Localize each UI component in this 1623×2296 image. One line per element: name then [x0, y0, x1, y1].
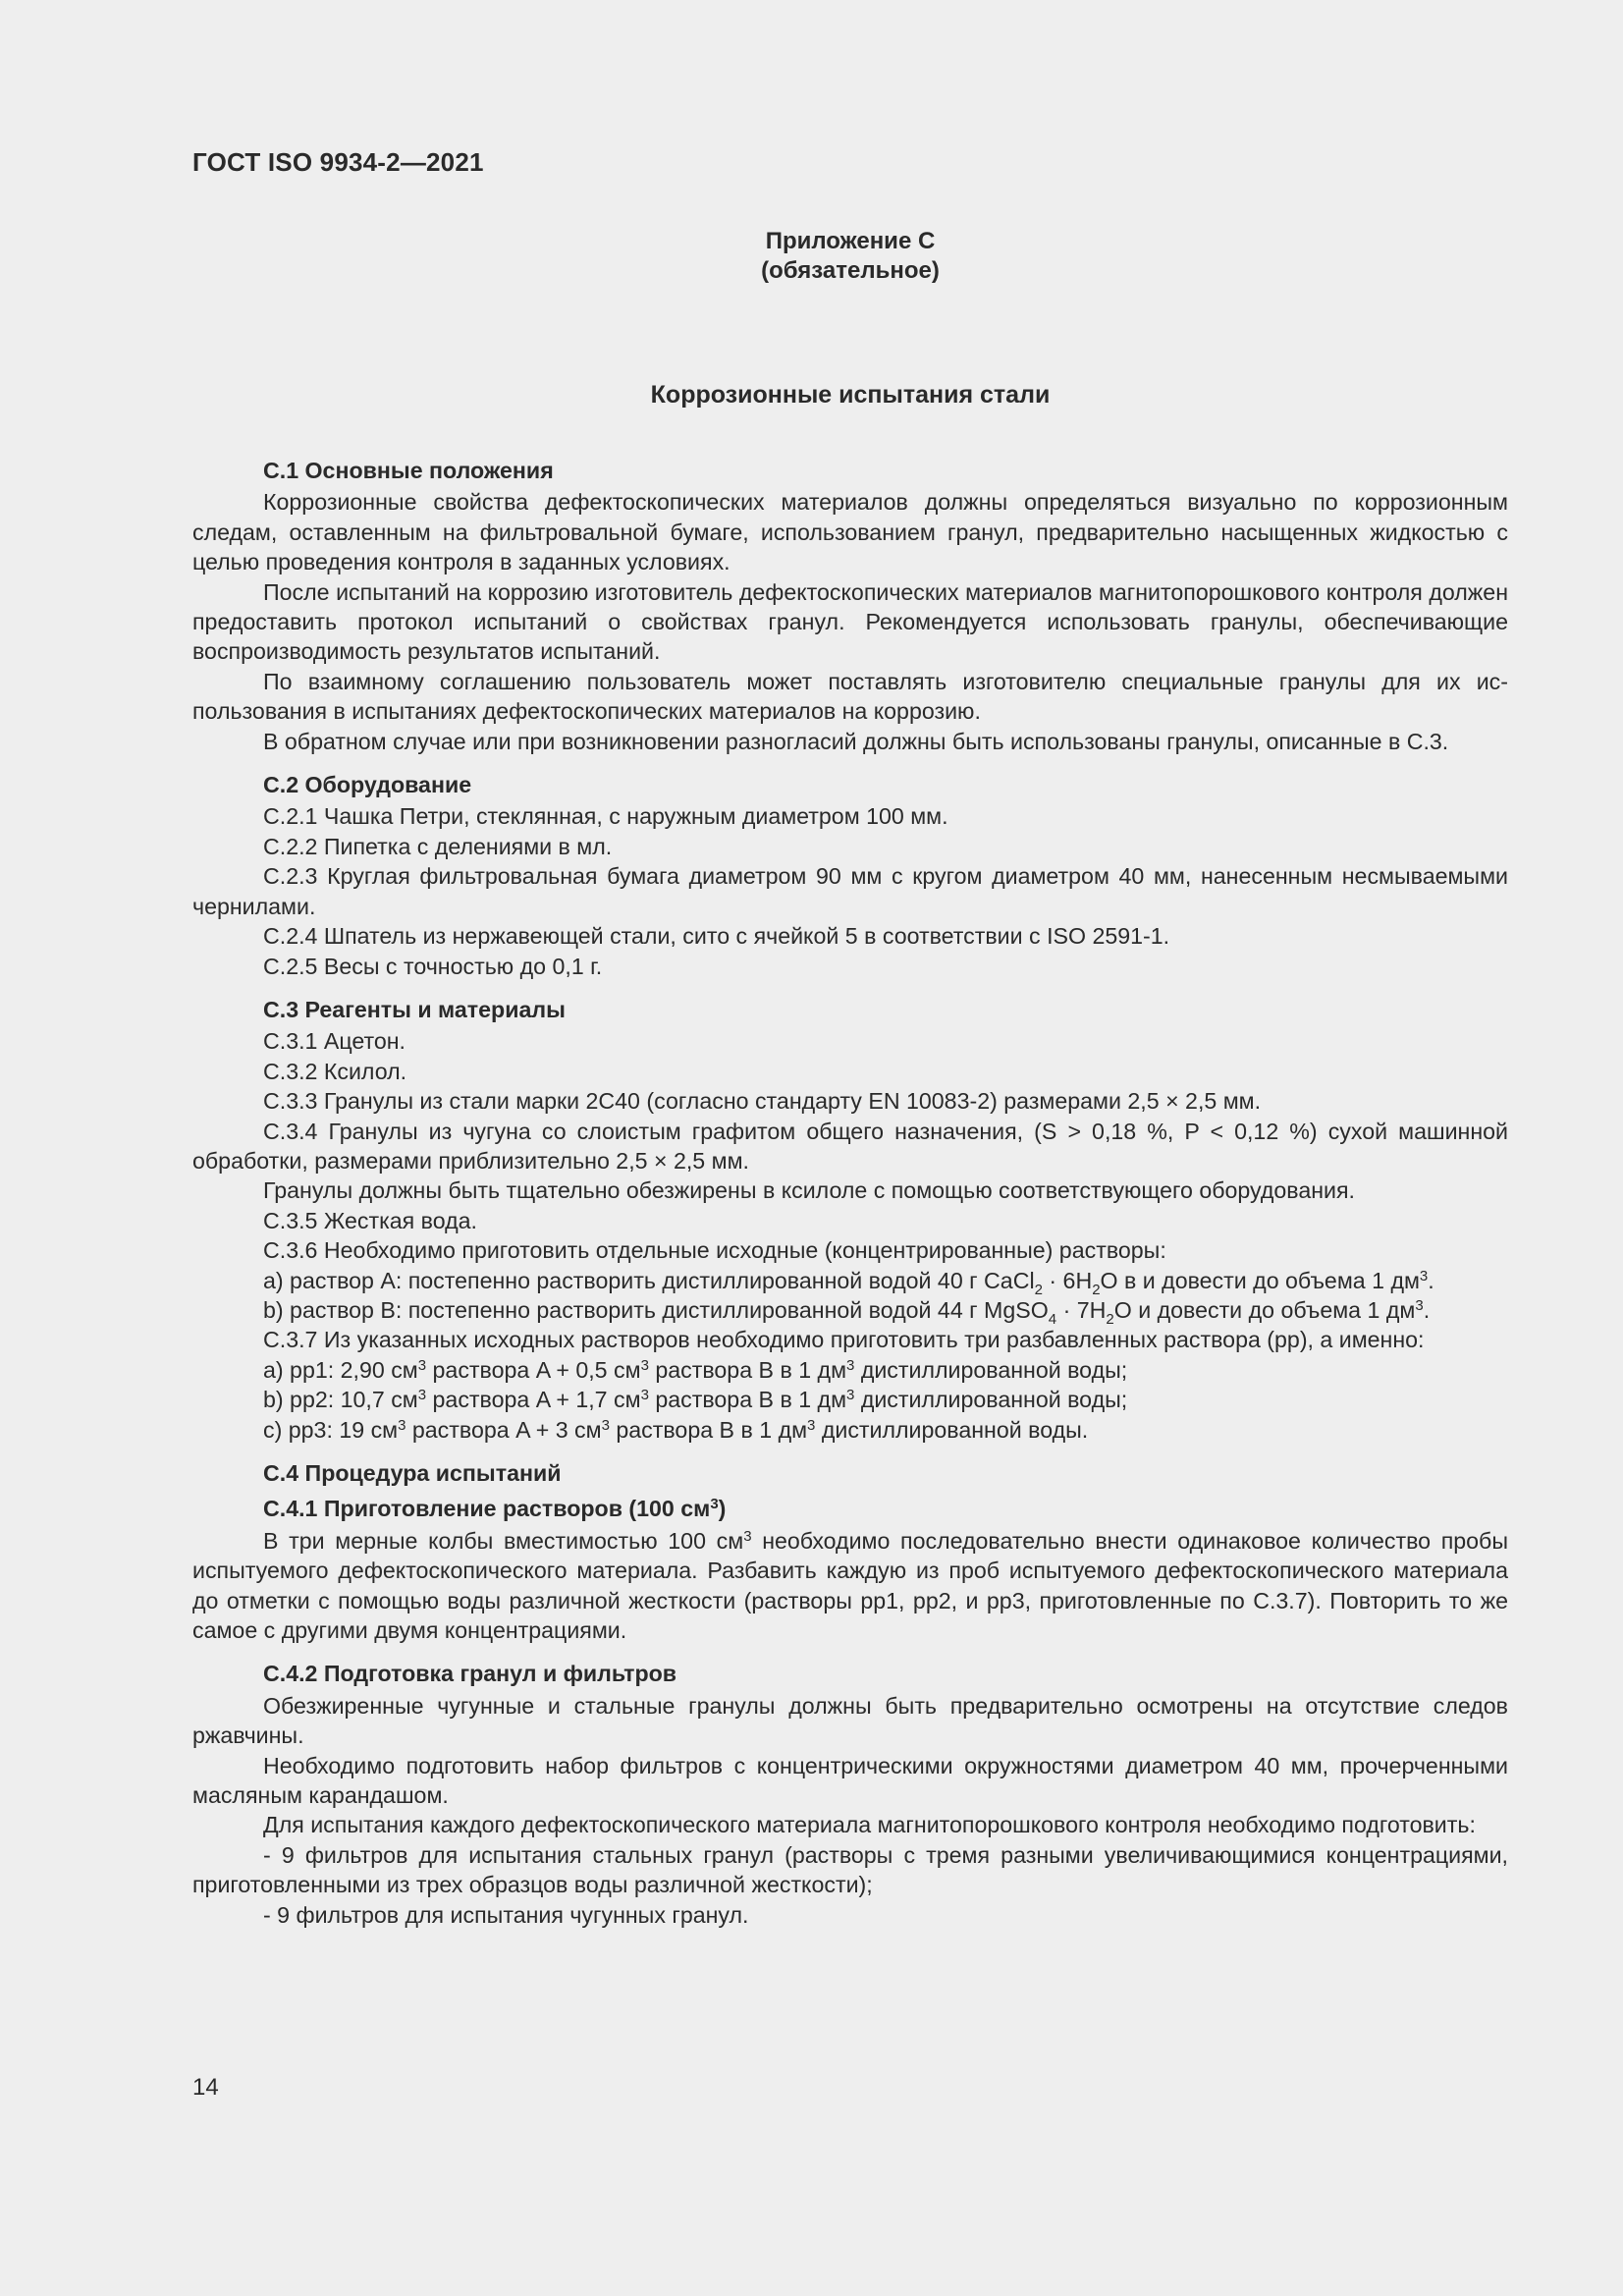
section-heading-c4: C.4 Процедура испытаний: [263, 1460, 562, 1486]
solution-b-item: b) раствор B: постепенно растворить дистиллированной водой 44 г MgSO$_4$ · $7H_2O$ и довести до объема 1 $дм^3$.: [263, 1296, 1431, 1328]
solution-a-item: a) раствор A: постепенно растворить дистиллированной водой 40 г CaCl$_2$ · $6H_2O$ в и довести до объема 1 $дм^3$.: [263, 1267, 1434, 1298]
document-page: [192, 0, 1508, 2296]
paragraph: Обезжиренные чугунные и стальные гранулы должны быть предварительно осмотрены на отсутствие следов ржавчины.: [192, 1692, 1508, 1749]
paragraph: Необходимо подготовить набор фильтров с концентрическими окружностями диаметром 40 мм, прочерченными масляным карандашом.: [192, 1752, 1508, 1809]
list-item: C.3.2 Ксилол.: [263, 1058, 407, 1084]
list-item: C.2.1 Чашка Петри, стеклянная, с наружным диаметром 100 мм.: [263, 803, 948, 830]
dilution-item: c) pp3: 19 $см^3$ раствора A + 3 $см^3$ раствора B в 1 $дм^3$ дистиллированной воды.: [263, 1416, 1089, 1443]
list-item: C.3.7 Из указанных исходных растворов необходимо приготовить три разбавленных раствора (pp), а именно:: [263, 1327, 1425, 1353]
list-item: C.3.5 Жесткая вода.: [263, 1207, 477, 1233]
section-heading-c1: C.1 Основные положения: [263, 458, 554, 483]
section-heading-c3: C.3 Реагенты и материалы: [263, 996, 566, 1022]
annex-title: Приложение C: [765, 228, 936, 254]
paragraph: В обратном случае или при возникновении разногласий должны быть использованы гранулы, описанные в C.3.: [263, 728, 1449, 754]
list-item: C.2.4 Шпатель из нержавеющей стали, сито с ячейкой 5 в соответствии с ISO 2591-1.: [263, 923, 1170, 950]
annex-status: (обязательное): [761, 257, 940, 284]
list-item: C.2.5 Весы с точностью до 0,1 г.: [263, 953, 603, 979]
list-item: C.2.2 Пипетка с делениями в мл.: [263, 833, 613, 859]
paragraph: После испытаний на коррозию изготовитель дефектоскопических материалов магнитопорошкового контроля должен предоставить протокол испытаний о свойствах гранул. Рекомендуется использовать гранулы, обеспечивающие воспроизводимость результатов испытаний.: [192, 578, 1508, 665]
list-item: C.3.3 Гранулы из стали марки 2C40 (согласно стандарту EN 10083-2) размерами 2,5 × 2,5 мм.: [263, 1088, 1262, 1115]
subsection-heading-c42: C.4.2 Подготовка гранул и фильтров: [263, 1661, 677, 1687]
document-body: [192, 456, 1508, 1930]
paragraph: В три мерные колбы вместимостью 100 $см^3$ необходимо последовательно внести одинаковое количество пробы испытуемого дефектоскопического материала. Разбавить каждую из проб испытуемого дефектоскопического материала до отметки с помощью воды различной жесткости (растворы pp1, pp2, и pp3, приготовленные по C.3.7). Повторить то же самое с другими двумя концентрациями.: [192, 1527, 1508, 1644]
main-title: Коррозионные испытания стали: [650, 381, 1051, 409]
paragraph: Для испытания каждого дефектоскопического материала магнитопорошкового контроля необходимо подготовить:: [263, 1812, 1476, 1838]
list-item: C.3.1 Ацетон.: [263, 1028, 406, 1055]
paragraph: Коррозионные свойства дефектоскопических материалов должны определяться визуально по коррозионным следам, оставленным на фильтровальной бумаге, использованием гранул, предварительно насыщенных жидкостью с целью проведения контроля в заданных условиях.: [192, 489, 1508, 575]
page-number: 14: [192, 2074, 219, 2101]
paragraph: Гранулы должны быть тщательно обезжирены в ксилоле с помощью соответствующего оборудования.: [263, 1177, 1355, 1204]
paragraph: По взаимному соглашению пользователь может поставлять изготовителю специальные гранулы для их использования в испытаниях дефектоскопических материалов на коррозию.: [192, 668, 1508, 725]
list-item: - 9 фильтров для испытания чугунных гранул.: [263, 1901, 749, 1928]
subsection-heading-c41: C.4.1 Приготовление растворов (100 $см^3$): [263, 1496, 727, 1522]
dilution-item: a) pp1: 2,90 $см^3$ раствора A + 0,5 $см^3$ раствора B в 1 $дм^3$ дистиллированной воды;: [263, 1356, 1128, 1383]
list-item: - 9 фильтров для испытания стальных гранул (растворы с тремя разными увеличивающимися концентрациями, приготовленными из трех образцов воды различной жесткости);: [192, 1841, 1508, 1898]
dilution-item: b) pp2: 10,7 $см^3$ раствора A + 1,7 $см^3$ раствора B в 1 $дм^3$ дистиллированной воды;: [263, 1387, 1128, 1413]
list-item: C.3.4 Гранулы из чугуна со слоистым графитом общего назначения, (S > 0,18 %, P < 0,12 %) сухой машинной обработки, размерами приблизительно 2,5 × 2,5 мм.: [192, 1118, 1508, 1174]
document-code: ГОСТ ISO 9934-2—2021: [192, 147, 484, 177]
list-item: C.2.3 Круглая фильтровальная бумага диаметром 90 мм с кругом диаметром 40 мм, нанесенным несмываемыми чернилами.: [192, 863, 1508, 919]
section-heading-c2: C.2 Оборудование: [263, 772, 472, 798]
list-item: C.3.6 Необходимо приготовить отдельные исходные (концентрированные) растворы:: [263, 1237, 1166, 1264]
